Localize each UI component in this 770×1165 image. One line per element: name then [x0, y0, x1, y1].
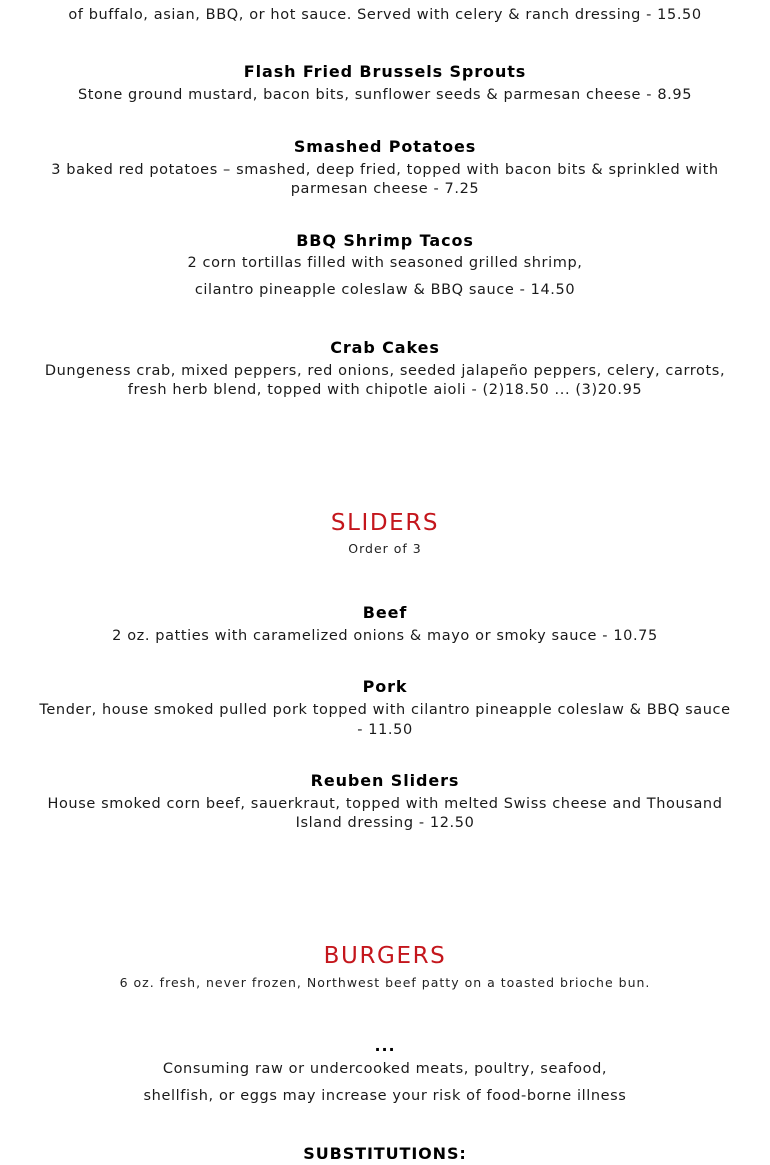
item-description-pork-line1: Tender, house smoked pulled pork topped with cilantro pineapple coleslaw & BBQ sauce: [39, 702, 731, 718]
wings-description-tail: of buffalo, asian, BBQ, or hot sauce. Served with celery & ranch dressing - 15.50: [68, 7, 702, 23]
item-title-beef: Beef: [362, 603, 408, 622]
item-title-reuben-sliders: Reuben Sliders: [310, 771, 460, 790]
item-description-reuben-sliders-line2: Island dressing - 12.50: [295, 815, 475, 831]
notice-line1: Consuming raw or undercooked meats, poultry, seafood,: [162, 1061, 608, 1077]
item-description-pork-line2: - 11.50: [357, 722, 413, 738]
section-subtitle-sliders: Order of 3: [348, 541, 422, 556]
section-subtitle-burgers: 6 oz. fresh, never frozen, Northwest beef patty on a toasted brioche bun.: [119, 975, 651, 990]
item-title-smashed-potatoes: Smashed Potatoes: [293, 137, 477, 156]
item-description-crab-cakes-line2: fresh herb blend, topped with chipotle aioli - (2)18.50 ... (3)20.95: [127, 382, 643, 398]
item-description-smashed-potatoes-line2: parmesan cheese - 7.25: [290, 181, 480, 197]
section-title-sliders: SLIDERS: [330, 510, 440, 536]
item-title-pork: Pork: [362, 677, 408, 696]
item-title-crab-cakes: Crab Cakes: [330, 338, 440, 357]
notice-ellipsis: ...: [374, 1036, 396, 1055]
item-title-bbq-shrimp-tacos: BBQ Shrimp Tacos: [296, 231, 474, 250]
item-description-brussels-sprouts: Stone ground mustard, bacon bits, sunflower seeds & parmesan cheese - 8.95: [77, 87, 693, 103]
item-description-bbq-shrimp-tacos-line2: cilantro pineapple coleslaw & BBQ sauce - 14.50: [194, 282, 576, 298]
item-description-bbq-shrimp-tacos-line1: 2 corn tortillas filled with seasoned grilled shrimp,: [187, 255, 583, 271]
item-description-smashed-potatoes-line1: 3 baked red potatoes – smashed, deep fried, topped with bacon bits & sprinkled with: [51, 162, 719, 178]
item-description-beef: 2 oz. patties with caramelized onions & mayo or smoky sauce - 10.75: [112, 628, 658, 644]
item-description-crab-cakes-line1: Dungeness crab, mixed peppers, red onions, seeded jalapeño peppers, celery, carrots,: [44, 363, 726, 379]
notice-line2: shellfish, or eggs may increase your risk of food-borne illness: [143, 1088, 627, 1104]
section-title-burgers: BURGERS: [323, 943, 447, 969]
item-description-reuben-sliders-line1: House smoked corn beef, sauerkraut, topped with melted Swiss cheese and Thousand: [47, 796, 723, 812]
item-title-brussels-sprouts: Flash Fried Brussels Sprouts: [243, 62, 527, 81]
substitutions-heading: SUBSTITUTIONS:: [303, 1144, 467, 1163]
